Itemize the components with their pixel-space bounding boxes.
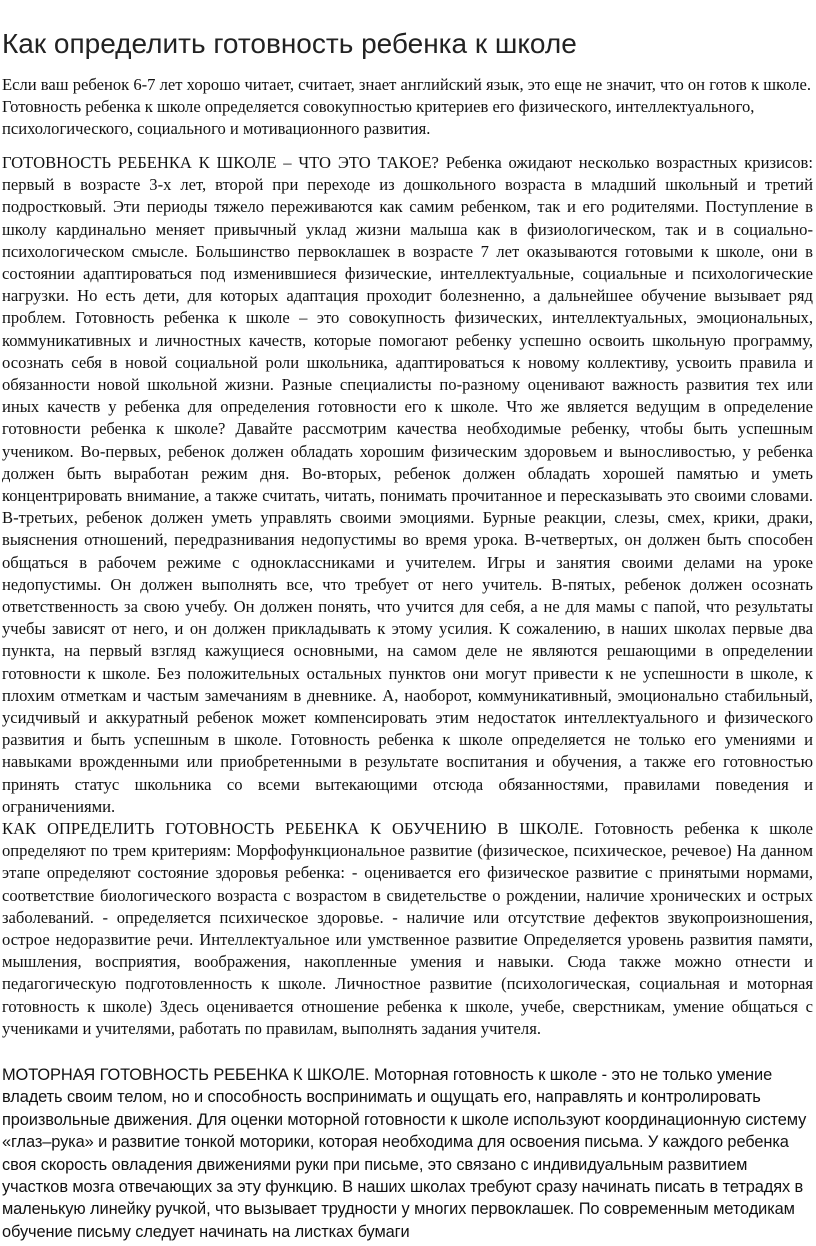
- page-title: Как определить готовность ребенка к школе: [2, 28, 577, 59]
- section-criteria-heading: КАК ОПРЕДЕЛИТЬ ГОТОВНОСТЬ РЕБЕНКА К ОБУЧЕНИЮ В ШКОЛЕ.: [2, 819, 584, 838]
- section-readiness-heading: ГОТОВНОСТЬ РЕБЕНКА К ШКОЛЕ – ЧТО ЭТО ТАКОЕ?: [2, 153, 439, 172]
- section-readiness-paragraph: [2, 152, 813, 818]
- section-motor-heading: МОТОРНАЯ ГОТОВНОСТЬ РЕБЕНКА К ШКОЛЕ.: [2, 1066, 370, 1084]
- section-motor-paragraph: [2, 1064, 813, 1243]
- section-readiness-text: Ребенка ожидают несколько возрастных кризисов: первый в возрасте 3-х лет, второй при переходе из дошкольного возраста в младший школьный и третий подростковый. Эти периоды тяжело переживаются как самим ребенком, так и его родителями. Поступление в школу кардинально меняет привычный уклад жизни малыша как в физиологическом, так и в социально-психологическом смысле. Большинство первоклашек в возрасте 7 лет оказываются готовыми к школе, они в состоянии адаптироваться под изменившиеся физические, интеллектуальные, социальные и психологические нагрузки. Но есть дети, для которых адаптация проходит болезненно, а дальнейшее обучение вызывает ряд проблем. Готовность ребенка к школе – это совокупность физических, интеллектуальных, эмоциональных, коммуникативных и личностных качеств, которые помогают ребенку успешно освоить школьную программу, осознать себя в новой социальной роли школьника, адаптироваться к новому коллективу, усвоить правила и обязанности новой школьной жизни. Разные специалисты по-разному оценивают важность развития тех или иных качеств у ребенка для определения готовности его к школе. Что же является ведущим в определение готовности ребенка к школе? Давайте рассмотрим качества необходимые ребенку, чтобы быть успешным учеником. Во-первых, ребенок должен обладать хорошим физическим здоровьем и выносливостью, у ребенка должен быть выработан режим дня. Во-вторых, ребенок должен обладать хорошей памятью и уметь концентрировать внимание, а также считать, читать, понимать прочитанное и пересказывать это своими словами. В-третьих, ребенок должен уметь управлять своими эмоциями. Бурные реакции, слезы, смех, крики, драки, выяснения отношений, передразнивания недопустимы во время урока. В-четвертых, он должен быть способен общаться в рабочем режиме с одноклассниками и учителем. Игры и занятия своими делами на уроке недопустимы. Он должен выполнять все, что требует от него учитель. В-пятых, ребенок должен осознать ответственность за свою учебу. Он должен понять, что учится для себя, а не для мамы с папой, что результаты учебы зависят от него, и он должен прикладывать к этому усилия. К сожалению, в наших школах первые два пункта, на первый взгляд кажущиеся основными, на самом деле не являются решающими в определении готовности к школе. Без положительных остальных пунктов они могут привести к не успешности в школе, к плохим отметкам и частым замечаниям в дневнике. А, наоборот, коммуникативный, эмоционально стабильный, усидчивый и аккуратный ребенок может компенсировать этим недостаток интеллектуального и физического развития и быть успешным в школе. Готовность ребенка к школе определяется не только его умениями и навыками врожденными или приобретенными в результате воспитания и обучения, а также его готовностью принять статус школьника со всеми вытекающими отсюда обязанностями, правилами поведения и ограничениями.: [2, 153, 813, 816]
- section-criteria-paragraph: [2, 818, 813, 1040]
- section-criteria-text: Готовность ребенка к школе определяют по трем критериям: Морфофункциональное развитие (физическое, психическое, речевое) На данном этапе определяют состояние здоровья ребенка: - оценивается его физическое развитие с принятыми нормами, соответствие биологического возраста с возрастом в свидетельстве о рождении, наличие хронических и острых заболеваний. - определяется психическое здоровье. - наличие или отсутствие дефектов звукопроизношения, острое недоразвитие речи. Интеллектуальное или умственное развитие Определяется уровень развития памяти, мышления, восприятия, воображения, накопленные умения и навыки. Сюда также можно отнести и педагогическую подготовленность к школе. Личностное развитие (психологическая, социальная и моторная готовность к школе) Здесь оценивается отношение ребенка к школе, учебе, сверстникам, умение общаться с учениками и учителями, работать по правилам, выполнять задания учителя.: [2, 819, 814, 1038]
- section-motor-text: Моторная готовность к школе - это не только умение владеть своим телом, но и способность воспринимать и ощущать его, направлять и контролировать произвольные движения. Для оценки моторной готовности к школе используют координационную систему «глаз–рука» и развитие тонкой моторики, которая необходима для освоения письма. У каждого ребенка своя скорость овладения движениями руки при письме, это связано с индивидуальным развитием участков мозга отвечающих за эту функцию. В наших школах требуют сразу начинать писать в тетрадях в маленькую линейку ручкой, что вызывает трудности у многих первоклашек. По современным методикам обучение письму следует начинать на листках бумаги: [2, 1066, 807, 1241]
- intro-paragraph: Если ваш ребенок 6-7 лет хорошо читает, считает, знает английский язык, это еще не значит, что он готов к школе. Готовность ребенка к школе определяется совокупностью критериев его физического, интеллектуального, психологического, социального и мотивационного развития.: [2, 75, 812, 139]
